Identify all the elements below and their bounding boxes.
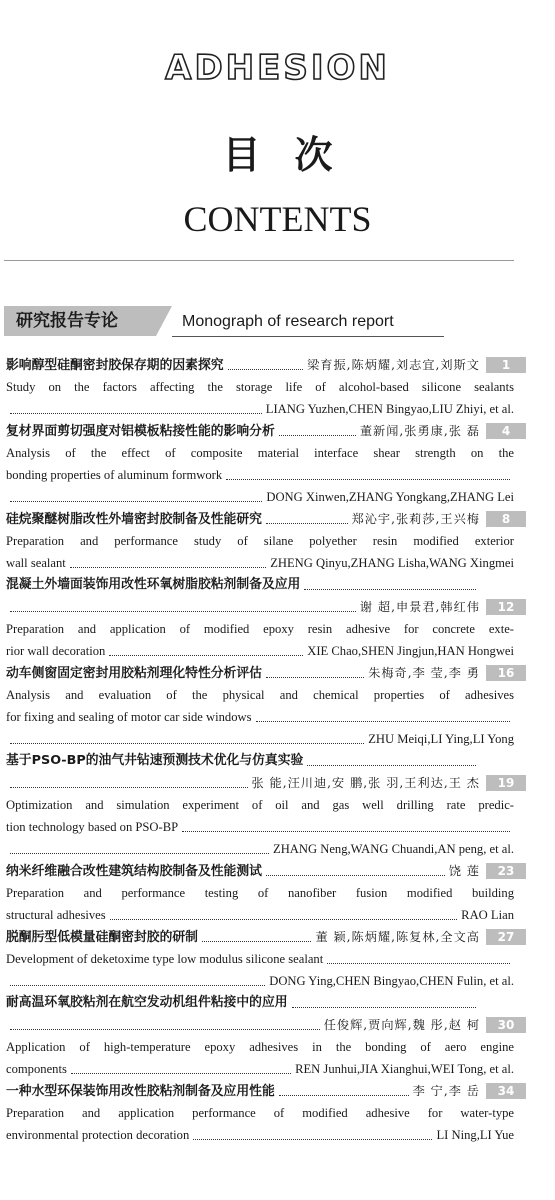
- leader-dots: [10, 413, 262, 414]
- toc-entry[interactable]: [6, 1080, 514, 1146]
- authors-cn: 张 能,汪川迪,安 鹏,张 羽,王利达,王 杰: [251, 776, 480, 790]
- authors-cn: 李 宁,李 岳: [412, 1084, 480, 1098]
- header-divider: [4, 260, 514, 261]
- leader-dots: [10, 985, 265, 986]
- article-title-en[interactable]: Preparation and performance testing of nanofiber fusion modified building: [6, 886, 514, 900]
- article-title-en[interactable]: Development of deketoxime type low modulus silicone sealant: [6, 952, 324, 966]
- article-title-en[interactable]: tion technology based on PSO-BP: [6, 820, 179, 834]
- toc-line: [6, 376, 514, 398]
- article-title-en[interactable]: Analysis of the effect of composite material interface shear strength on the: [6, 446, 514, 460]
- page-number-badge[interactable]: 8: [486, 511, 526, 527]
- toc-line: [6, 508, 514, 530]
- toc-entry[interactable]: [6, 354, 514, 420]
- article-title-en[interactable]: Optimization and simulation experiment of oil and gas well drilling rate predic-: [6, 798, 514, 812]
- article-title-en[interactable]: Preparation and application performance of modified adhesive for water-type: [6, 1106, 514, 1120]
- article-title-cn[interactable]: 动车侧窗固定密封用胶粘剂理化特性分析评估: [6, 666, 262, 681]
- leader-dots: [266, 523, 348, 524]
- article-title-cn[interactable]: 复材界面剪切强度对铝模板粘接性能的影响分析: [6, 424, 275, 439]
- authors-en: ZHANG Neng,WANG Chuandi,AN peng, et al.: [273, 842, 514, 856]
- leader-dots: [70, 567, 266, 568]
- toc-line: [6, 970, 514, 992]
- toc-line: [6, 794, 514, 816]
- leader-dots: [226, 479, 510, 480]
- toc-line: [6, 1058, 514, 1080]
- leader-dots: [10, 611, 356, 612]
- toc-line: [6, 618, 514, 640]
- leader-dots: [228, 369, 304, 370]
- article-title-cn[interactable]: 基于PSO-BP的油气井钻速预测技术优化与仿真实验: [6, 753, 304, 768]
- leader-dots: [266, 875, 445, 876]
- authors-cn: 董 颖,陈炳耀,陈复林,全文高: [315, 930, 480, 944]
- article-title-en[interactable]: components: [6, 1062, 67, 1076]
- toc-line: [6, 772, 514, 794]
- toc-line: [6, 904, 514, 926]
- article-title-en[interactable]: rior wall decoration: [6, 644, 106, 658]
- leader-dots: [279, 1095, 409, 1096]
- leader-dots: [10, 853, 269, 854]
- leader-dots: [109, 655, 303, 656]
- section-notch: [156, 306, 172, 336]
- article-title-cn[interactable]: 硅烷聚醚树脂改性外墙密封胶制备及性能研究: [6, 512, 262, 527]
- leader-dots: [266, 677, 364, 678]
- toc-line: [6, 596, 514, 618]
- article-title-cn[interactable]: 混凝土外墙面装饰用改性环氧树脂胶粘剂制备及应用: [6, 577, 301, 592]
- toc-line: [6, 750, 514, 772]
- article-title-en[interactable]: wall sealant: [6, 556, 66, 570]
- leader-dots: [10, 1029, 320, 1030]
- leader-dots: [10, 743, 364, 744]
- toc-line: [6, 1124, 514, 1146]
- article-title-en[interactable]: Study on the factors affecting the storage life of alcohol-based silicone sealants: [6, 380, 514, 394]
- page-number-badge[interactable]: 12: [486, 599, 526, 615]
- toc-line: [6, 948, 514, 970]
- toc-entry[interactable]: [6, 926, 514, 992]
- article-title-en[interactable]: structural adhesives: [6, 908, 106, 922]
- toc-line: [6, 552, 514, 574]
- section-underline: [172, 336, 444, 337]
- authors-cn: 梁育振,陈炳耀,刘志宜,刘斯文: [307, 358, 480, 372]
- toc-line: [6, 640, 514, 662]
- article-title-en[interactable]: environmental protection decoration: [6, 1128, 190, 1142]
- toc-line: [6, 838, 514, 860]
- leader-dots: [110, 919, 458, 920]
- toc-line: [6, 684, 514, 706]
- toc-entry[interactable]: [6, 860, 514, 926]
- table-of-contents: [6, 354, 514, 1146]
- toc-entry[interactable]: [6, 662, 514, 750]
- section-title-en: Monograph of research report: [182, 313, 394, 330]
- toc-entry[interactable]: [6, 992, 514, 1080]
- article-title-cn[interactable]: 影响醇型硅酮密封胶保存期的因素探究: [6, 358, 224, 373]
- authors-en: REN Junhui,JIA Xianghui,WEI Tong, et al.: [295, 1062, 514, 1076]
- toc-line: [6, 706, 514, 728]
- page-number-badge[interactable]: 4: [486, 423, 526, 439]
- toc-line: [6, 530, 514, 552]
- journal-masthead: ADHESION: [165, 48, 390, 88]
- page-number-badge[interactable]: 23: [486, 863, 526, 879]
- toc-line: [6, 816, 514, 838]
- leader-dots: [182, 831, 510, 832]
- contents-title-en: CONTENTS: [183, 199, 372, 239]
- authors-cn: 谢 超,申景君,韩红伟: [359, 600, 480, 614]
- article-title-en[interactable]: Application of high-temperature epoxy adhesives in the bonding of aero engine: [6, 1040, 514, 1054]
- article-title-cn[interactable]: 一种水型环保装饰用改性胶粘剂制备及应用性能: [6, 1084, 275, 1099]
- page-number-badge[interactable]: 30: [486, 1017, 526, 1033]
- toc-line: [6, 442, 514, 464]
- leader-dots: [304, 589, 476, 590]
- authors-cn: 朱梅奇,李 莹,李 勇: [368, 666, 480, 680]
- page-number-badge[interactable]: 34: [486, 1083, 526, 1099]
- toc-entry[interactable]: [6, 508, 514, 574]
- page-number-badge[interactable]: 27: [486, 929, 526, 945]
- authors-cn: 郑沁宇,张莉莎,王兴梅: [351, 512, 480, 526]
- toc-line: [6, 398, 514, 420]
- section-title-cn: 研究报告专论: [4, 306, 156, 336]
- toc-entry[interactable]: [6, 420, 514, 508]
- leader-dots: [71, 1073, 291, 1074]
- leader-dots: [10, 787, 248, 788]
- leader-dots: [279, 435, 356, 436]
- section-heading: [4, 306, 444, 336]
- toc-line: [6, 1014, 514, 1036]
- toc-line: [6, 1102, 514, 1124]
- authors-en: LIANG Yuzhen,CHEN Bingyao,LIU Zhiyi, et al.: [265, 402, 514, 416]
- authors-en: XIE Chao,SHEN Jingjun,HAN Hongwei: [307, 644, 514, 658]
- leader-dots: [202, 941, 311, 942]
- toc-line: [6, 662, 514, 684]
- contents-title-cn: 目次: [222, 133, 367, 177]
- leader-dots: [307, 765, 476, 766]
- leader-dots: [292, 1007, 476, 1008]
- authors-en: RAO Lian: [461, 908, 514, 922]
- page-number-badge[interactable]: 16: [486, 665, 526, 681]
- article-title-en[interactable]: for fixing and sealing of motor car side windows: [6, 710, 252, 724]
- toc-entry[interactable]: [6, 750, 514, 860]
- authors-cn: 董新闻,张勇康,张 磊: [359, 424, 480, 438]
- article-title-en[interactable]: Preparation and performance study of silane polyether resin modified exterior: [6, 534, 514, 548]
- leader-dots: [193, 1139, 432, 1140]
- article-title-cn[interactable]: 耐高温环氧胶粘剂在航空发动机组件粘接中的应用: [6, 995, 288, 1010]
- page-number-badge[interactable]: 19: [486, 775, 526, 791]
- toc-line: [6, 486, 514, 508]
- leader-dots: [327, 963, 510, 964]
- toc-line: [6, 992, 514, 1014]
- authors-en: DONG Ying,CHEN Bingyao,CHEN Fulin, et al.: [269, 974, 514, 988]
- authors-en: ZHU Meiqi,LI Ying,LI Yong: [368, 732, 514, 746]
- authors-en: LI Ning,LI Yue: [436, 1128, 514, 1142]
- leader-dots: [256, 721, 510, 722]
- article-title-en[interactable]: Analysis and evaluation of the physical and chemical properties of adhesives: [6, 688, 514, 702]
- authors-cn: 饶 莲: [448, 864, 480, 878]
- toc-line: [6, 574, 514, 596]
- article-title-en[interactable]: bonding properties of aluminum formwork: [6, 468, 223, 482]
- toc-line: [6, 926, 514, 948]
- toc-line: [6, 1036, 514, 1058]
- leader-dots: [10, 501, 262, 502]
- article-title-cn[interactable]: 纳米纤维融合改性建筑结构胶制备及性能测试: [6, 864, 262, 879]
- toc-line: [6, 860, 514, 882]
- authors-en: ZHENG Qinyu,ZHANG Lisha,WANG Xingmei: [270, 556, 514, 570]
- toc-line: [6, 882, 514, 904]
- toc-line: [6, 1080, 514, 1102]
- authors-cn: 任俊辉,贾向辉,魏 彤,赵 柯: [323, 1018, 480, 1032]
- toc-line: [6, 728, 514, 750]
- authors-en: DONG Xinwen,ZHANG Yongkang,ZHANG Lei: [266, 490, 514, 504]
- toc-line: [6, 464, 514, 486]
- article-title-cn[interactable]: 脱酮肟型低模量硅酮密封胶的研制: [6, 930, 198, 945]
- toc-line: [6, 420, 514, 442]
- toc-line: [6, 354, 514, 376]
- page-number-badge[interactable]: 1: [486, 357, 526, 373]
- article-title-en[interactable]: Preparation and application of modified epoxy resin adhesive for concrete exte-: [6, 622, 514, 636]
- toc-entry[interactable]: [6, 574, 514, 662]
